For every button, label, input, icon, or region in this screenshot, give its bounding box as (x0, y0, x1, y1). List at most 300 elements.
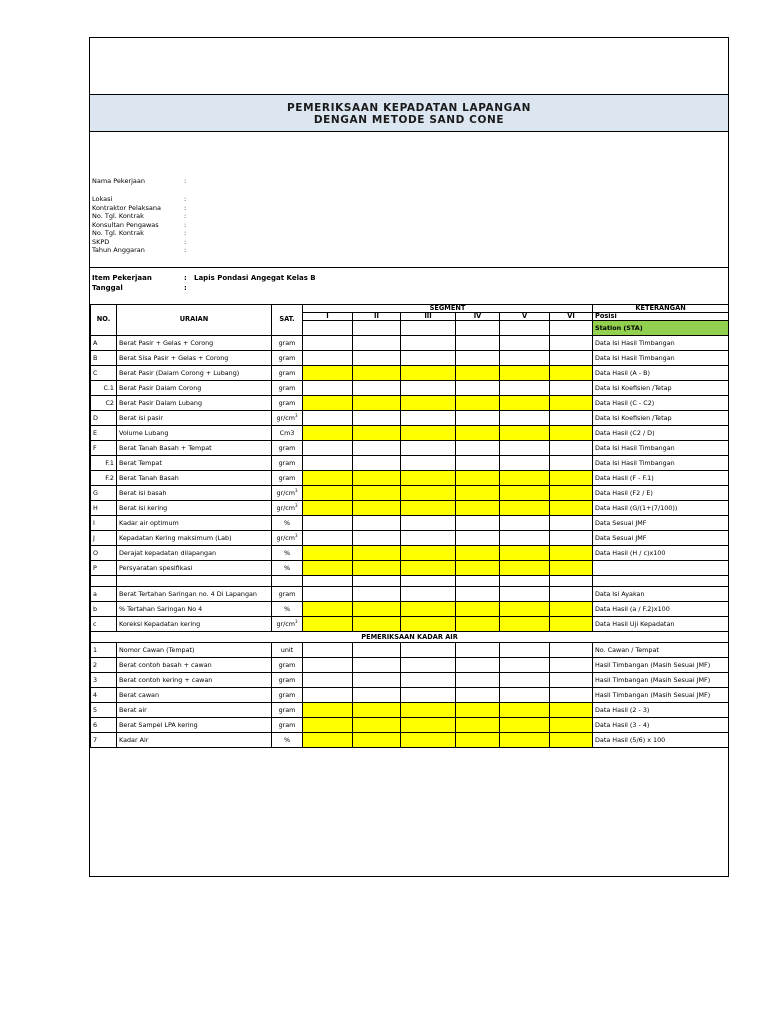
row-keterangan: Data Hasil (H / c)x100 (593, 545, 729, 560)
segment-input-cell[interactable] (353, 530, 401, 545)
header-spacer-row (91, 268, 729, 290)
segment-input-cell[interactable] (303, 470, 353, 485)
segment-input-cell[interactable] (550, 515, 593, 530)
segment-input-cell[interactable] (303, 410, 353, 425)
segment-input-cell[interactable] (550, 470, 593, 485)
segment-input-cell[interactable] (456, 687, 500, 702)
table-row (91, 530, 729, 545)
segment-input-cell[interactable] (550, 440, 593, 455)
row-sat (272, 586, 303, 601)
table-row (91, 545, 729, 560)
info-label: Tahun Anggaran (92, 246, 145, 254)
segment-input-cell[interactable] (500, 657, 550, 672)
segment-input-cell[interactable] (353, 350, 401, 365)
segment-input-cell[interactable] (500, 545, 550, 560)
segment-input-cell[interactable] (353, 732, 401, 747)
segment-input-cell[interactable] (353, 560, 401, 575)
segment-input-cell[interactable] (303, 586, 353, 601)
row-uraian: Berat isi basah (117, 485, 272, 500)
row-uraian: Berat contoh kering + cawan (117, 672, 272, 687)
segment-input-cell[interactable] (500, 470, 550, 485)
tanggal-label: Tanggal (92, 284, 123, 292)
sat-text: gram (278, 720, 296, 729)
segment-input-cell[interactable] (303, 657, 353, 672)
info-colon: : (184, 177, 187, 185)
segment-input-cell[interactable] (303, 500, 353, 515)
table-row (91, 350, 729, 365)
segment-input-cell[interactable] (353, 515, 401, 530)
sat-text: gram (278, 589, 296, 598)
segment-input-cell[interactable] (401, 586, 456, 601)
segment-input-cell[interactable] (303, 425, 353, 440)
info-colon: : (184, 204, 187, 212)
segment-input-cell[interactable] (401, 515, 456, 530)
segment-input-cell[interactable] (353, 395, 401, 410)
segment-input-cell[interactable] (456, 672, 500, 687)
segment-input-cell[interactable] (303, 335, 353, 350)
segment-input-cell[interactable] (401, 560, 456, 575)
row-no: H (91, 500, 117, 515)
segment-input-cell[interactable] (550, 586, 593, 601)
table-row (91, 586, 729, 601)
sat-superscript: 3 (295, 502, 298, 508)
segment-input-cell[interactable] (500, 440, 550, 455)
segment-input-cell[interactable] (500, 560, 550, 575)
segment-input-cell[interactable] (550, 601, 593, 616)
segment-input-cell[interactable] (401, 440, 456, 455)
row-no: D (91, 410, 117, 425)
segment-input-cell[interactable] (550, 560, 593, 575)
segment-input-cell[interactable] (303, 601, 353, 616)
row-keterangan: Data Hasil (3 - 4) (593, 717, 729, 732)
segment-input-cell[interactable] (303, 365, 353, 380)
kadar-air-title: PEMERIKSAAN KADAR AIR (91, 631, 729, 642)
segment-input-cell[interactable] (353, 601, 401, 616)
segment-input-cell[interactable] (500, 601, 550, 616)
segment-input-cell[interactable] (401, 702, 456, 717)
row-uraian: Berat Tanah Basah (117, 470, 272, 485)
row-no: A (91, 335, 117, 350)
segment-input-cell[interactable] (550, 642, 593, 657)
segment-station-cell (401, 320, 456, 335)
row-uraian: Berat isi pasir (117, 410, 272, 425)
title-band (90, 94, 728, 132)
sat-superscript: 3 (295, 532, 298, 538)
row-keterangan: Data Hasil (C2 / D) (593, 425, 729, 440)
row-keterangan: No. Cawan / Tempat (593, 642, 729, 657)
segment-input-cell[interactable] (353, 672, 401, 687)
header-segment-5: V (500, 312, 550, 320)
info-konsultan (92, 221, 187, 229)
blank-cell (117, 575, 272, 586)
row-sat (272, 455, 303, 470)
table-row (91, 485, 729, 500)
row-uraian: Nomor Cawan (Tempat) (117, 642, 272, 657)
table-row (91, 601, 729, 616)
segment-input-cell[interactable] (550, 410, 593, 425)
row-sat (272, 657, 303, 672)
segment-input-cell[interactable] (303, 545, 353, 560)
row-keterangan: Hasil Timbangan (Masih Sesuai JMF) (593, 672, 729, 687)
sat-text: gram (278, 383, 296, 392)
segment-input-cell[interactable] (500, 687, 550, 702)
header-sat: SAT. (272, 304, 303, 335)
segment-input-cell[interactable] (456, 380, 500, 395)
segment-input-cell[interactable] (456, 545, 500, 560)
segment-input-cell[interactable] (550, 395, 593, 410)
row-keterangan: Data Sesuai JMF (593, 530, 729, 545)
blank-cell (456, 575, 500, 586)
segment-input-cell[interactable] (303, 530, 353, 545)
info-no-kontrak-1 (92, 212, 187, 220)
segment-input-cell[interactable] (353, 586, 401, 601)
info-tahun-anggaran (92, 246, 187, 254)
segment-input-cell[interactable] (500, 350, 550, 365)
row-uraian: Berat Sampel LPA kering (117, 717, 272, 732)
sat-text: gram (278, 660, 296, 669)
segment-input-cell[interactable] (401, 530, 456, 545)
table-row (91, 335, 729, 350)
segment-input-cell[interactable] (303, 616, 353, 631)
segment-input-cell[interactable] (550, 702, 593, 717)
segment-input-cell[interactable] (353, 365, 401, 380)
row-keterangan: Data Hasil (a / F.2)x100 (593, 601, 729, 616)
segment-input-cell[interactable] (303, 380, 353, 395)
segment-input-cell[interactable] (456, 440, 500, 455)
row-keterangan: Data Isi Koefisien /Tetap (593, 410, 729, 425)
segment-input-cell[interactable] (456, 732, 500, 747)
segment-input-cell[interactable] (550, 616, 593, 631)
segment-input-cell[interactable] (401, 350, 456, 365)
segment-input-cell[interactable] (303, 560, 353, 575)
header-row-segment (91, 304, 729, 312)
segment-input-cell[interactable] (401, 500, 456, 515)
segment-input-cell[interactable] (353, 455, 401, 470)
segment-input-cell[interactable] (456, 410, 500, 425)
form-sheet (89, 37, 729, 877)
row-uraian: Kadar Air (117, 732, 272, 747)
segment-input-cell[interactable] (401, 687, 456, 702)
segment-input-cell[interactable] (401, 672, 456, 687)
blank-cell (401, 575, 456, 586)
segment-input-cell[interactable] (353, 335, 401, 350)
info-label: Lokasi (92, 195, 113, 203)
item-label: Item Pekerjaan (92, 274, 152, 282)
spacer-cell (91, 290, 729, 304)
segment-input-cell[interactable] (500, 586, 550, 601)
segment-input-cell[interactable] (550, 530, 593, 545)
segment-station-cell (500, 320, 550, 335)
segment-input-cell[interactable] (550, 545, 593, 560)
row-sat (272, 616, 303, 631)
info-label: No. Tgl. Kontrak (92, 229, 144, 237)
segment-input-cell[interactable] (500, 425, 550, 440)
header-segment-6: VI (550, 312, 593, 320)
segment-station-cell (353, 320, 401, 335)
segment-input-cell[interactable] (550, 687, 593, 702)
segment-input-cell[interactable] (401, 485, 456, 500)
row-no: C (91, 365, 117, 380)
row-no: 1 (91, 642, 117, 657)
sat-text: gram (278, 458, 296, 467)
segment-input-cell[interactable] (303, 485, 353, 500)
table-row (91, 515, 729, 530)
segment-input-cell[interactable] (401, 470, 456, 485)
segment-input-cell[interactable] (401, 365, 456, 380)
segment-input-cell[interactable] (456, 586, 500, 601)
sat-text: gram (278, 338, 296, 347)
header-spacer-row (91, 290, 729, 304)
sat-text: gram (278, 675, 296, 684)
segment-input-cell[interactable] (401, 732, 456, 747)
segment-input-cell[interactable] (500, 530, 550, 545)
row-sat (272, 560, 303, 575)
sat-text: gram (278, 473, 296, 482)
segment-input-cell[interactable] (456, 642, 500, 657)
sat-text: gram (278, 443, 296, 452)
segment-input-cell[interactable] (303, 642, 353, 657)
segment-input-cell[interactable] (500, 365, 550, 380)
segment-input-cell[interactable] (303, 672, 353, 687)
segment-input-cell[interactable] (456, 425, 500, 440)
segment-input-cell[interactable] (456, 500, 500, 515)
segment-input-cell[interactable] (353, 380, 401, 395)
row-keterangan: Data Isi Ayakan (593, 586, 729, 601)
table-row (91, 425, 729, 440)
segment-input-cell[interactable] (353, 470, 401, 485)
segment-input-cell[interactable] (353, 440, 401, 455)
segment-input-cell[interactable] (303, 455, 353, 470)
segment-input-cell[interactable] (550, 380, 593, 395)
row-sat (272, 687, 303, 702)
segment-input-cell[interactable] (401, 657, 456, 672)
segment-input-cell[interactable] (303, 395, 353, 410)
segment-input-cell[interactable] (550, 500, 593, 515)
table-row (91, 732, 729, 747)
spacer-cell (91, 268, 729, 290)
segment-input-cell[interactable] (353, 545, 401, 560)
row-keterangan: Data Isi Koefisien /Tetap (593, 380, 729, 395)
table-row (91, 616, 729, 631)
segment-input-cell[interactable] (303, 515, 353, 530)
segment-input-cell[interactable] (550, 365, 593, 380)
info-label: Konsultan Pengawas (92, 221, 159, 229)
segment-input-cell[interactable] (550, 425, 593, 440)
info-label: SKPD (92, 238, 110, 246)
segment-input-cell[interactable] (500, 616, 550, 631)
segment-input-cell[interactable] (456, 455, 500, 470)
segment-input-cell[interactable] (401, 425, 456, 440)
segment-input-cell[interactable] (500, 485, 550, 500)
segment-input-cell[interactable] (401, 601, 456, 616)
segment-input-cell[interactable] (500, 410, 550, 425)
row-sat (272, 350, 303, 365)
info-no-kontrak-2 (92, 229, 187, 237)
segment-input-cell[interactable] (500, 717, 550, 732)
blank-cell (353, 575, 401, 586)
sat-text: gram (278, 690, 296, 699)
segment-input-cell[interactable] (500, 702, 550, 717)
segment-input-cell[interactable] (456, 616, 500, 631)
info-label: No. Tgl. Kontrak (92, 212, 144, 220)
row-sat (272, 717, 303, 732)
segment-input-cell[interactable] (456, 395, 500, 410)
header-segment: SEGMENT (303, 304, 593, 312)
header-no: NO. (91, 304, 117, 335)
segment-input-cell[interactable] (456, 350, 500, 365)
segment-input-cell[interactable] (500, 335, 550, 350)
row-no: a (91, 586, 117, 601)
table-row (91, 395, 729, 410)
segment-input-cell[interactable] (550, 335, 593, 350)
segment-input-cell[interactable] (500, 642, 550, 657)
row-keterangan: Data Sesuai JMF (593, 515, 729, 530)
sat-text: gr/cm (276, 489, 296, 498)
segment-input-cell[interactable] (456, 601, 500, 616)
segment-input-cell[interactable] (401, 717, 456, 732)
info-colon: : (184, 212, 187, 220)
segment-input-cell[interactable] (401, 616, 456, 631)
row-no: I (91, 515, 117, 530)
info-lokasi (92, 195, 187, 203)
segment-input-cell[interactable] (500, 455, 550, 470)
row-no: 7 (91, 732, 117, 747)
header-keterangan: KETERANGAN (593, 304, 729, 312)
row-no: C.1 (91, 380, 117, 395)
segment-input-cell[interactable] (550, 717, 593, 732)
segment-input-cell[interactable] (500, 395, 550, 410)
row-uraian: Berat Pasir + Gelas + Corong (117, 335, 272, 350)
row-uraian: Persyaratan spesifikasi (117, 560, 272, 575)
row-no: C2 (91, 395, 117, 410)
segment-input-cell[interactable] (401, 455, 456, 470)
segment-input-cell[interactable] (353, 657, 401, 672)
row-no: G (91, 485, 117, 500)
segment-input-cell[interactable] (456, 530, 500, 545)
row-uraian: Derajat kepadatan dilapangan (117, 545, 272, 560)
segment-input-cell[interactable] (456, 560, 500, 575)
segment-input-cell[interactable] (353, 616, 401, 631)
table-row (91, 657, 729, 672)
segment-input-cell[interactable] (353, 425, 401, 440)
segment-input-cell[interactable] (500, 732, 550, 747)
segment-input-cell[interactable] (550, 485, 593, 500)
segment-input-cell[interactable] (401, 395, 456, 410)
row-uraian: Kepadatan Kering maksimum (Lab) (117, 530, 272, 545)
row-sat (272, 395, 303, 410)
row-sat (272, 485, 303, 500)
segment-input-cell[interactable] (500, 380, 550, 395)
row-no: F (91, 440, 117, 455)
info-colon: : (184, 238, 187, 246)
segment-input-cell[interactable] (550, 657, 593, 672)
row-keterangan: Data Hasil (2 - 3) (593, 702, 729, 717)
sat-text: unit (280, 645, 294, 654)
row-sat (272, 470, 303, 485)
row-uraian: Berat contoh basah + cawan (117, 657, 272, 672)
data-grid (90, 268, 729, 748)
sat-text: % (283, 604, 291, 613)
segment-input-cell[interactable] (353, 687, 401, 702)
table-row (91, 455, 729, 470)
row-keterangan: Data Hasil (F - F.1) (593, 470, 729, 485)
row-no: 2 (91, 657, 117, 672)
segment-station-cell (550, 320, 593, 335)
header-station: Station (STA) (593, 320, 729, 335)
table-row (91, 717, 729, 732)
row-sat (272, 642, 303, 657)
sat-text: % (283, 518, 291, 527)
segment-input-cell[interactable] (401, 410, 456, 425)
segment-input-cell[interactable] (500, 500, 550, 515)
segment-input-cell[interactable] (550, 732, 593, 747)
segment-input-cell[interactable] (401, 642, 456, 657)
table-row (91, 365, 729, 380)
segment-input-cell[interactable] (456, 515, 500, 530)
segment-input-cell[interactable] (303, 717, 353, 732)
segment-input-cell[interactable] (456, 657, 500, 672)
row-no: J (91, 530, 117, 545)
row-keterangan: Data Isi Hasil Timbangan (593, 335, 729, 350)
segment-input-cell[interactable] (550, 455, 593, 470)
segment-input-cell[interactable] (353, 485, 401, 500)
segment-input-cell[interactable] (456, 365, 500, 380)
row-keterangan: Data Hasil (A - B) (593, 365, 729, 380)
segment-input-cell[interactable] (303, 732, 353, 747)
segment-input-cell[interactable] (303, 440, 353, 455)
row-no: 6 (91, 717, 117, 732)
segment-input-cell[interactable] (500, 515, 550, 530)
segment-input-cell[interactable] (353, 500, 401, 515)
segment-input-cell[interactable] (303, 687, 353, 702)
segment-input-cell[interactable] (456, 485, 500, 500)
segment-input-cell[interactable] (456, 335, 500, 350)
blank-row (91, 575, 729, 586)
segment-input-cell[interactable] (353, 702, 401, 717)
info-colon: : (184, 221, 187, 229)
sat-text: % (283, 735, 291, 744)
title-line-1: PEMERIKSAAN KEPADATAN LAPANGAN (287, 102, 531, 114)
header-segment-1: I (303, 312, 353, 320)
segment-input-cell[interactable] (550, 350, 593, 365)
segment-input-cell[interactable] (550, 672, 593, 687)
segment-input-cell[interactable] (401, 545, 456, 560)
row-uraian: Berat Pasir Dalam Lubang (117, 395, 272, 410)
segment-input-cell[interactable] (500, 672, 550, 687)
segment-input-cell[interactable] (353, 642, 401, 657)
row-sat (272, 530, 303, 545)
row-sat (272, 365, 303, 380)
row-keterangan: Hasil Timbangan (Masih Sesuai JMF) (593, 657, 729, 672)
blank-cell (91, 575, 117, 586)
table-row (91, 440, 729, 455)
row-no: c (91, 616, 117, 631)
row-uraian: Berat Tempat (117, 455, 272, 470)
segment-input-cell[interactable] (401, 380, 456, 395)
segment-input-cell[interactable] (456, 717, 500, 732)
segment-input-cell[interactable] (303, 350, 353, 365)
row-sat (272, 545, 303, 560)
segment-input-cell[interactable] (456, 470, 500, 485)
segment-input-cell[interactable] (353, 410, 401, 425)
segment-input-cell[interactable] (401, 335, 456, 350)
segment-input-cell[interactable] (303, 702, 353, 717)
item-value: Lapis Pondasi Angegat Kelas B (194, 274, 316, 282)
segment-input-cell[interactable] (456, 702, 500, 717)
segment-input-cell[interactable] (353, 717, 401, 732)
table-row (91, 702, 729, 717)
row-uraian: Volume Lubang (117, 425, 272, 440)
